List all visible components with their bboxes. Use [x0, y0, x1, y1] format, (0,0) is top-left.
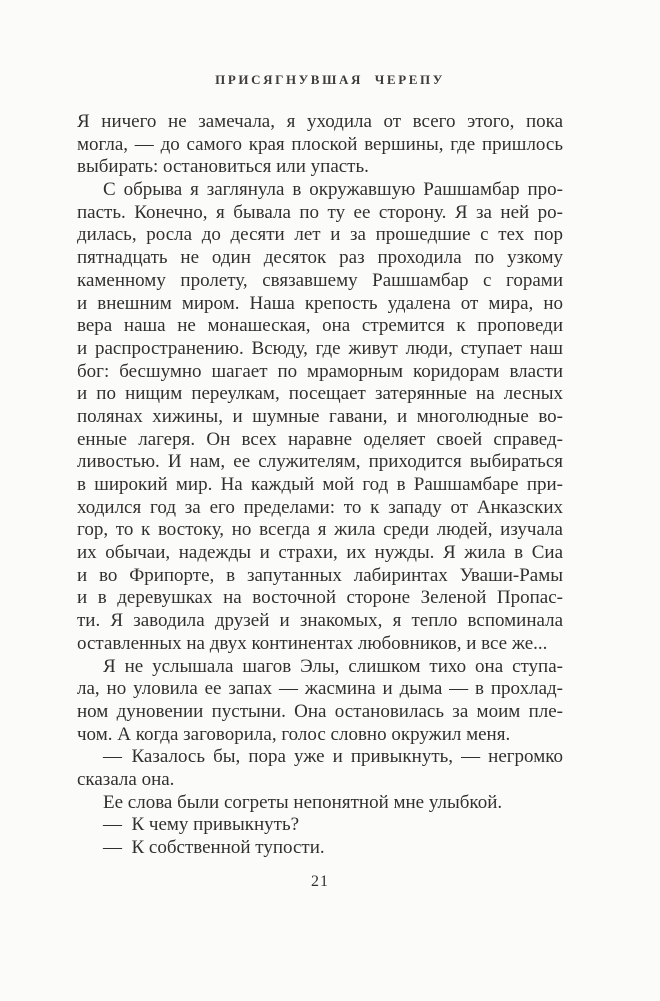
page-text	[77, 111, 563, 860]
text-line: бог: бесшумно шагает по мраморным коридорам власти	[77, 360, 563, 382]
text-line: пятнадцать не один десяток раз проходила по узкому	[77, 247, 563, 269]
text-line: — Казалось бы, пора уже и привыкнуть, — негромко	[103, 746, 563, 768]
text-line: Я не услышала шагов Элы, слишком тихо она ступа-	[103, 655, 563, 677]
text-line: ла, но уловила ее запах — жасмина и дыма — в прохлад-	[77, 678, 563, 700]
text-line: и во Фрипорте, в запутанных лабиринтах Уваши-Рамы	[77, 564, 563, 586]
text-line: их обычаи, надежды и страхи, их нужды. Я жила в Сиа	[77, 542, 563, 564]
text-line: и по нищим переулкам, посещает затерянные на лесных	[77, 383, 563, 405]
text-line: и внешним миром. Наша крепость удалена от мира, но	[77, 292, 563, 314]
text-line: С обрыва я заглянула в окружавшую Рашшамбар про-	[103, 179, 563, 201]
text-line: — К чему привыкнуть?	[103, 814, 300, 836]
text-line: выбирать: остановиться или упасть.	[77, 156, 369, 178]
text-line: Ее слова были согреты непонятной мне улыбкой.	[103, 791, 503, 813]
text-line: гор, то к востоку, но всегда я жила среди людей, изучала	[77, 519, 563, 541]
text-line: ти. Я заводила друзей и знакомых, я тепло вспоминала	[77, 610, 563, 632]
page-number: 21	[311, 873, 329, 890]
text-line: каменному пролету, связавшему Рашшамбар с горами	[77, 269, 563, 291]
text-line: пасть. Конечно, я бывала по ту ее сторону. Я за ней ро-	[77, 201, 563, 223]
text-line: Я ничего не замечала, я уходила от всего этого, пока	[77, 111, 563, 132]
text-line: чом. А когда заговорила, голос словно окружил меня.	[77, 723, 511, 745]
text-line: вера наша не монашеская, она стремится к проповеди	[77, 315, 563, 337]
text-line: полянах хижины, и шумные гавани, и многолюдные во-	[77, 405, 563, 427]
text-line: могла, — до самого края плоской вершины, где пришлось	[77, 133, 563, 155]
text-line: ном дуновении пустыни. Она остановилась за моим пле-	[77, 700, 563, 722]
text-line: ливостью. И нам, ее служителям, приходится выбираться	[77, 451, 563, 473]
text-line: сказала она.	[77, 768, 175, 790]
text-line: и в деревушках на восточной стороне Зеленой Пропас-	[77, 587, 563, 609]
text-line: оставленных на двух континентах любовников, и все же...	[77, 632, 548, 654]
text-line: в широкий мир. На каждый мой год в Рашшамбаре при-	[77, 474, 563, 495]
text-line: енные лагеря. Он всех наравне оделяет своей справед-	[77, 428, 563, 450]
text-line: дилась, росла до десяти лет и за прошедшие с тех пор	[77, 224, 563, 246]
text-line: ходился год за его пределами: то к западу от Анказских	[77, 496, 563, 518]
text-line: — К собственной тупости.	[103, 837, 325, 858]
running-header: ПРИСЯГНУВШАЯ ЧЕРЕПУ	[215, 72, 445, 87]
text-line: и распространению. Всюду, где живут люди, ступает наш	[77, 337, 563, 359]
